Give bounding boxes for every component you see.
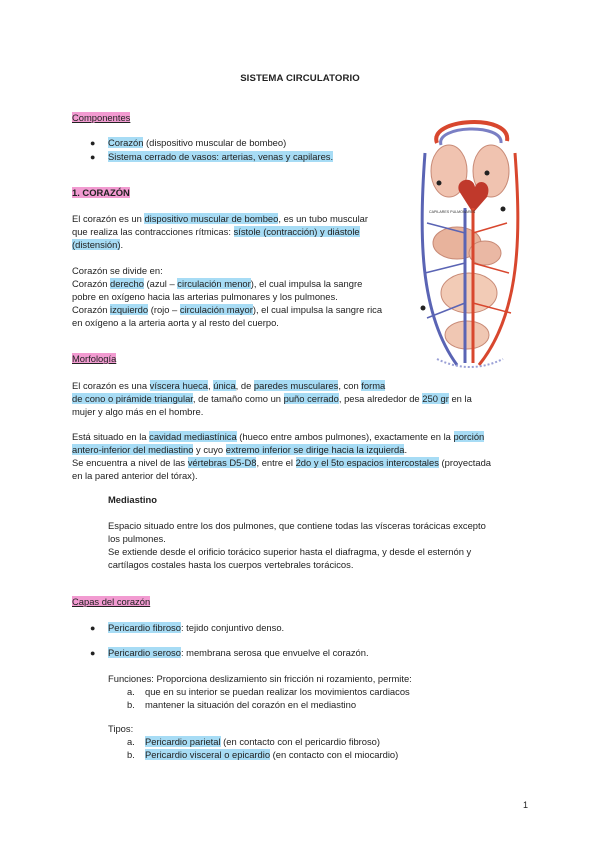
text-span: Pericardio fibroso xyxy=(108,622,181,633)
text-span: cavidad mediastínica xyxy=(149,431,237,442)
text-span: Componentes xyxy=(72,112,131,123)
text-span: derecho xyxy=(110,278,144,289)
text-span: vértebras D5-D8 xyxy=(187,457,257,468)
text-span: ), el cual impulsa la sangre xyxy=(250,278,363,289)
text-span: de cono o pirámide triangular xyxy=(72,393,193,404)
text-span: dispositivo muscular de bombeo xyxy=(144,213,279,224)
text-span: (dispositivo muscular de bombeo) xyxy=(143,137,287,148)
text-span: paredes musculares xyxy=(253,380,339,391)
text-span: Capas del corazón xyxy=(72,596,151,607)
list-item xyxy=(108,151,333,164)
text-span: (distensión) xyxy=(72,239,121,250)
bullet-icon: ● xyxy=(90,623,96,633)
section-heading-capas xyxy=(72,596,150,609)
paragraph-line: Espacio situado entre los dos pulmones, que contiene todas las vísceras torácicas excepto xyxy=(108,520,486,531)
text-span: Pericardio seroso xyxy=(108,647,181,658)
text-span: Morfología xyxy=(72,353,117,364)
list-marker: b. xyxy=(127,749,135,760)
page-title: SISTEMA CIRCULATORIO xyxy=(240,73,360,84)
text-span: extremo inferior se dirige hacia la izquierda xyxy=(225,444,405,455)
section-heading-componentes xyxy=(72,112,130,125)
text-span: , de tamaño como un xyxy=(192,393,284,404)
text-span: circulación menor xyxy=(177,278,251,289)
paragraph-line: Corazón se divide en: xyxy=(72,265,163,276)
text-span: y cuyo xyxy=(193,444,226,455)
list-marker: a. xyxy=(127,736,135,747)
text-span: Está situado en la xyxy=(72,431,150,442)
text-span: : tejido conjuntivo denso. xyxy=(180,622,285,633)
paragraph-line: mujer y algo más en el hombre. xyxy=(72,406,204,417)
paragraph-line: Tipos: xyxy=(108,723,134,734)
text-span: (rojo – xyxy=(148,304,180,315)
section-heading-corazon xyxy=(72,187,130,200)
text-span: sístole (contracción) y diástole xyxy=(233,226,360,237)
paragraph-line xyxy=(72,213,368,226)
paragraph-line xyxy=(72,226,360,239)
paragraph-line: Se extiende desde el orificio torácico superior hasta el diafragma, y desde el esternón y xyxy=(108,546,472,557)
text-span: El corazón es un xyxy=(72,213,145,224)
text-span: Corazón xyxy=(72,304,111,315)
text-span: única xyxy=(213,380,236,391)
paragraph-line: Funciones: Proporciona deslizamiento sin fricción ni rozamiento, permite: xyxy=(108,673,412,684)
paragraph-line: pobre en oxígeno hacia las arterias pulmonares y los pulmones. xyxy=(72,291,338,302)
text-span: porción xyxy=(453,431,485,442)
bullet-icon: ● xyxy=(90,152,96,162)
text-span: (proyectada xyxy=(438,457,492,468)
text-span: (en contacto con el pericardio fibroso) xyxy=(220,736,381,747)
bullet-icon: ● xyxy=(90,138,96,148)
text-span: izquierdo xyxy=(110,304,149,315)
paragraph-line xyxy=(72,431,484,444)
text-span: que realiza las contracciones rítmicas: xyxy=(72,226,234,237)
bullet-icon: ● xyxy=(90,648,96,658)
paragraph-line: en oxígeno a la arteria aorta y al resto del cuerpo. xyxy=(72,317,279,328)
paragraph-line xyxy=(72,278,362,291)
text-span: víscera hueca xyxy=(149,380,209,391)
text-span: (en contacto con el miocardio) xyxy=(270,749,399,760)
paragraph-line xyxy=(72,393,472,406)
text-span: circulación mayor xyxy=(179,304,253,315)
list-item xyxy=(108,647,369,660)
text-span: Sistema cerrado de vasos: arterias, venas y capilares. xyxy=(108,151,334,162)
paragraph-line xyxy=(72,444,407,457)
paragraph-line xyxy=(72,239,123,252)
text-span: (hueco entre ambos pulmones), exactamente en la xyxy=(236,431,454,442)
list-marker: a. xyxy=(127,686,135,697)
list-marker: b. xyxy=(127,699,135,710)
paragraph-line: en la pared anterior del tórax). xyxy=(72,470,198,481)
text-span: ), el cual impulsa la sangre rica xyxy=(252,304,383,315)
text-span: 250 gr xyxy=(422,393,449,404)
paragraph-line xyxy=(72,304,382,317)
list-item xyxy=(145,749,398,762)
subheading-mediastino: Mediastino xyxy=(108,494,157,505)
page-number: 1 xyxy=(522,800,528,810)
text-span: : membrana serosa que envuelve el corazón. xyxy=(180,647,369,658)
list-item xyxy=(108,622,284,635)
list-item xyxy=(145,736,380,749)
text-span: Corazón xyxy=(108,137,144,148)
text-span: , con xyxy=(338,380,362,391)
paragraph-line: los pulmones. xyxy=(108,533,166,544)
text-span: , xyxy=(208,380,214,391)
paragraph-line: cartílagos costales hasta los cuerpos vertebrales torácicos. xyxy=(108,559,354,570)
circulatory-system-illustration-icon xyxy=(417,113,523,370)
list-item xyxy=(108,137,286,150)
text-span: en la xyxy=(448,393,472,404)
text-span: (azul – xyxy=(143,278,178,289)
text-span: , pesa alrededor de xyxy=(338,393,423,404)
text-span: . xyxy=(404,444,408,455)
text-span: . xyxy=(120,239,124,250)
list-item: que en su interior se puedan realizar los movimientos cardiacos xyxy=(145,686,410,697)
text-span: puño cerrado xyxy=(283,393,339,404)
text-span: forma xyxy=(361,380,386,391)
text-span: Pericardio visceral o epicardio xyxy=(145,749,271,760)
paragraph-line xyxy=(72,457,491,470)
section-heading-morfologia xyxy=(72,353,116,366)
text-span: Pericardio parietal xyxy=(145,736,221,747)
illustration-label: CAPILARES PULMONARES xyxy=(429,210,476,214)
text-span: El corazón es una xyxy=(72,380,150,391)
text-span: , entre el xyxy=(256,457,296,468)
text-span: antero-inferior del mediastino xyxy=(72,444,194,455)
text-span: 2do y el 5to espacios intercostales xyxy=(295,457,439,468)
paragraph-line xyxy=(72,380,385,393)
text-span: , es un tubo muscular xyxy=(278,213,369,224)
text-span: Corazón xyxy=(72,278,111,289)
text-span: , de xyxy=(235,380,254,391)
text-span: Se encuentra a nivel de las xyxy=(72,457,188,468)
list-item: mantener la situación del corazón en el mediastino xyxy=(145,699,357,710)
text-span: 1. CORAZÓN xyxy=(72,187,130,198)
